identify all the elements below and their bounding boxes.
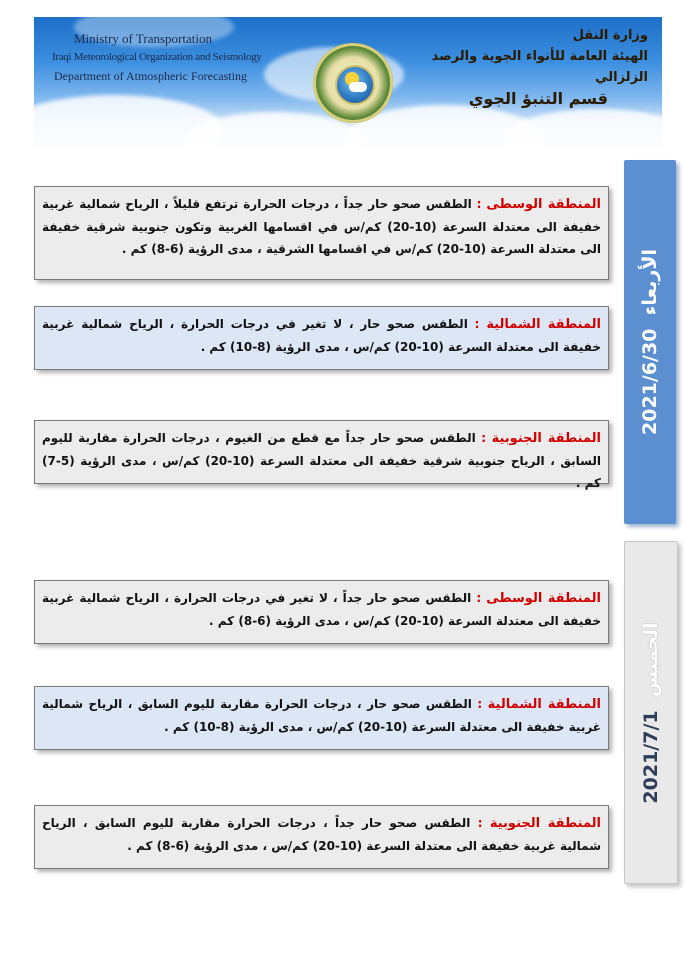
organization-logo-icon bbox=[313, 43, 393, 123]
organization-name-en: Iraqi Meteorological Organization and Seismology bbox=[52, 51, 262, 63]
region-forecast-text: الطقس صحو حار جداً ، لا تغير في درجات الحرارة ، الرياح شمالية غربية خفيفة الى معتدلة السرعة (10-20) كم/س ، مدى الرؤية (6-8) كم . bbox=[42, 591, 601, 628]
forecast-box-day1-south: المنطقة الجنوبية : الطقس صحو حار جداً مع قطع من الغيوم ، درجات الحرارة مقاربة لليوم السابق ، الرياح جنوبية شرقية خفيفة الى معتدلة السرعة (10-20) كم/س ، مدى الرؤية (5-7) كم . bbox=[34, 420, 609, 484]
date-bar-day-1 bbox=[624, 160, 676, 524]
forecast-box-day2-central: المنطقة الوسطى : الطقس صحو حار جداً ، لا تغير في درجات الحرارة ، الرياح شمالية غربية خفيفة الى معتدلة السرعة (10-20) كم/س ، مدى الرؤية (6-8) كم . bbox=[34, 580, 609, 644]
date-bar-day-2 bbox=[624, 541, 678, 884]
organization-name-ar: الهيئة العامة للأنواء الجوية والرصد الزلزالي bbox=[431, 49, 648, 85]
region-name: المنطقة الجنوبية bbox=[489, 816, 602, 831]
ministry-name-en: Ministry of Transportation bbox=[74, 31, 212, 46]
day-name: الأربعاء bbox=[639, 249, 661, 316]
day-date: 2021/6/30 bbox=[639, 328, 661, 435]
department-name-en: Department of Atmospheric Forecasting bbox=[54, 69, 247, 83]
date-label-day-1 bbox=[639, 249, 661, 435]
forecast-box-day2-south: المنطقة الجنوبية : الطقس صحو حار جداً ، درجات الحرارة مقاربة لليوم السابق ، الرياح شمالية غربية خفيفة الى معتدلة السرعة (10-20) كم/س ، مدى الرؤية (6-8) كم . bbox=[34, 805, 609, 869]
region-forecast-text: الطقس صحو حار جداً مع قطع من الغيوم ، درجات الحرارة مقاربة لليوم السابق ، الرياح جنوبية شرقية خفيفة الى معتدلة السرعة (10-20) كم/س ، مدى الرؤية (5-7) كم . bbox=[42, 431, 601, 490]
region-forecast-text: الطقس صحو حار ، لا تغير في درجات الحرارة ، الرياح شمالية غربية خفيفة الى معتدلة السرعة (10-20) كم/س ، مدى الرؤية (8-10) كم . bbox=[42, 317, 601, 354]
ministry-name-ar: وزارة النقل bbox=[572, 28, 648, 43]
region-name: المنطقة الوسطى bbox=[486, 197, 601, 212]
forecast-box-day2-north: المنطقة الشمالية : الطقس صحو حار ، درجات الحرارة مقاربة لليوم السابق ، الرياح شمالية غربية خفيفة الى معتدلة السرعة (10-20) كم/س ، مدى الرؤية (8-10) كم . bbox=[34, 686, 609, 750]
region-name: المنطقة الوسطى bbox=[486, 591, 601, 606]
region-name: المنطقة الشمالية bbox=[487, 697, 602, 712]
department-name-ar: قسم التنبؤ الجوي bbox=[468, 89, 608, 108]
forecast-box-day1-central: المنطقة الوسطى : الطقس صحو حار جداً ، درجات الحرارة ترتفع قليلاً ، الرياح شمالية غربية خفيفة الى معتدلة السرعة (10-20) كم/س في اقسامها الغربية وتكون جنوبية شرقية خفيفة الى معتدلة السرعة (10-20) كم/س في اقسامها الشرقية ، مدى الرؤية (6-8) كم . bbox=[34, 186, 609, 280]
day-date: 2021/7/1 bbox=[640, 709, 662, 804]
header-arabic-text bbox=[418, 25, 648, 109]
region-name: المنطقة الشمالية bbox=[486, 317, 602, 332]
forecast-box-day1-north: المنطقة الشمالية : الطقس صحو حار ، لا تغير في درجات الحرارة ، الرياح شمالية غربية خفيفة الى معتدلة السرعة (10-20) كم/س ، مدى الرؤية (8-10) كم . bbox=[34, 306, 609, 370]
day-name: الخميس bbox=[640, 621, 662, 697]
header-banner bbox=[34, 17, 662, 147]
region-forecast-text: الطقس صحو حار ، درجات الحرارة مقاربة لليوم السابق ، الرياح شمالية غربية خفيفة الى معتدلة السرعة (10-20) كم/س ، مدى الرؤية (8-10) كم . bbox=[42, 697, 601, 734]
region-name: المنطقة الجنوبية bbox=[491, 431, 601, 446]
region-forecast-text: الطقس صحو حار جداً ، درجات الحرارة ترتفع قليلاً ، الرياح شمالية غربية خفيفة الى معتدلة السرعة (10-20) كم/س في اقسامها الغربية وتكون جنوبية شرقية خفيفة الى معتدلة السرعة (10-20) كم/س في اقسامها الشرقية ، مدى الرؤية (6-8) كم . bbox=[42, 197, 601, 256]
date-label-day-2 bbox=[640, 622, 662, 803]
region-forecast-text: الطقس صحو حار جداً ، درجات الحرارة مقاربة لليوم السابق ، الرياح شمالية غربية خفيفة الى معتدلة السرعة (10-20) كم/س ، مدى الرؤية (6-8) كم . bbox=[42, 816, 601, 853]
header-english-text bbox=[52, 29, 282, 86]
